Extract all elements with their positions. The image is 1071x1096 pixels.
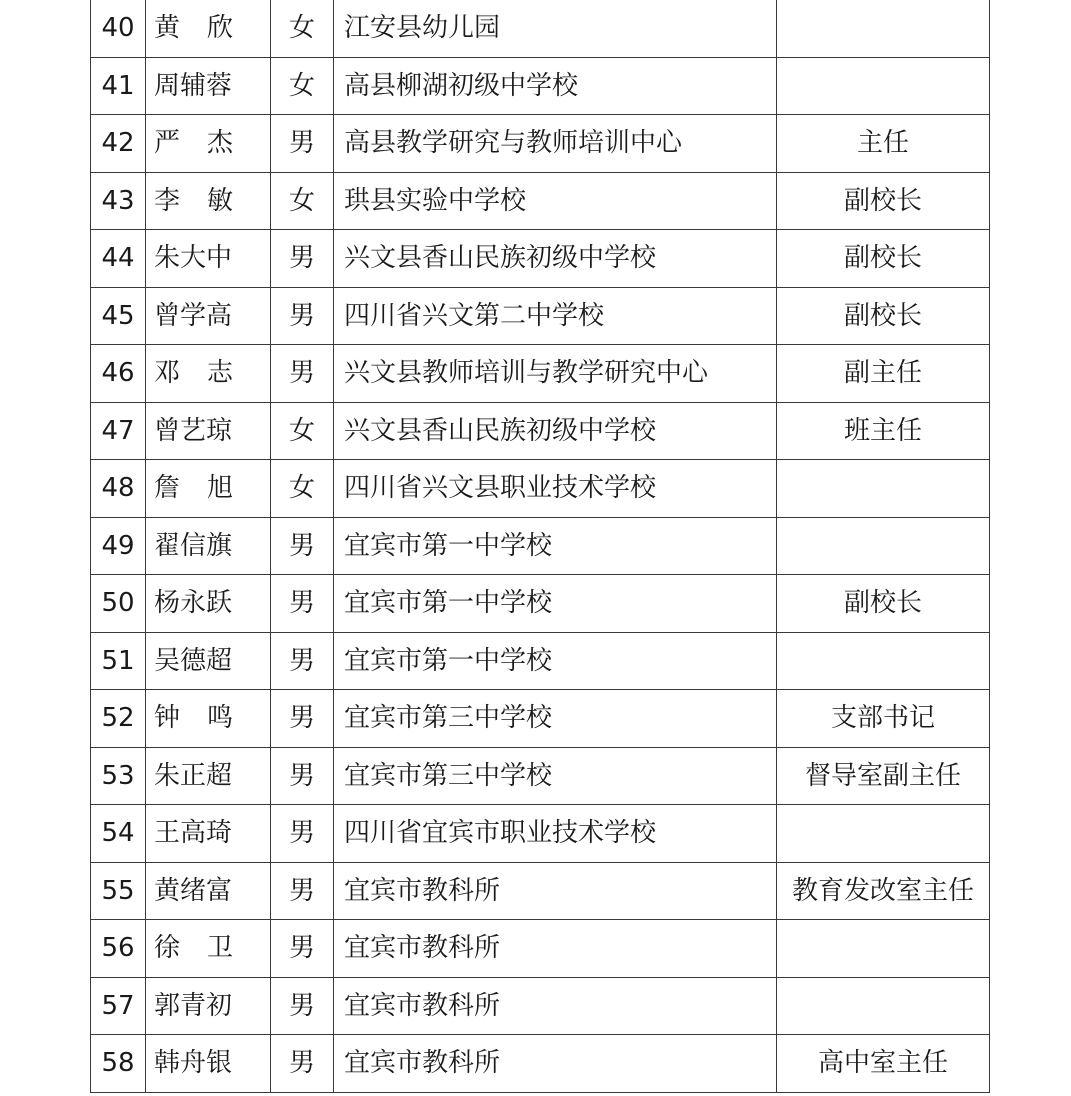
position-cell — [777, 172, 990, 230]
gender-cell — [271, 345, 334, 403]
gender-cell — [271, 402, 334, 460]
table-row — [91, 57, 990, 115]
gender-cell — [271, 575, 334, 633]
work-unit-cell — [334, 345, 777, 403]
person-name-text: 詹旭 — [154, 473, 261, 504]
row-number-text: 58 — [101, 1048, 135, 1079]
table-row — [91, 0, 990, 57]
work-unit-text: 兴文县香山民族初级中学校 — [344, 415, 657, 446]
person-name-cell — [146, 115, 271, 173]
gender-cell — [271, 632, 334, 690]
position-cell — [777, 345, 990, 403]
work-unit-text: 四川省兴文第二中学校 — [344, 300, 605, 331]
position-cell — [777, 747, 990, 805]
person-name-cell — [146, 345, 271, 403]
row-number-cell — [91, 805, 146, 863]
gender-cell — [271, 0, 334, 57]
work-unit-text: 宜宾市教科所 — [344, 933, 501, 964]
row-number-text: 44 — [101, 243, 135, 274]
row-number-cell — [91, 345, 146, 403]
position-cell — [777, 115, 990, 173]
work-unit-cell — [334, 1035, 777, 1093]
person-name-text: 郭青初 — [154, 990, 233, 1021]
row-number-cell — [91, 517, 146, 575]
gender-cell — [271, 287, 334, 345]
row-number-text: 48 — [101, 473, 135, 504]
gender-cell — [271, 1035, 334, 1093]
work-unit-cell — [334, 287, 777, 345]
row-number-cell — [91, 977, 146, 1035]
person-name-cell — [146, 977, 271, 1035]
person-name-text: 黄欣 — [154, 13, 261, 44]
work-unit-text: 宜宾市第一中学校 — [344, 530, 553, 561]
table-row — [91, 690, 990, 748]
row-number-text: 50 — [101, 588, 135, 619]
person-name-cell — [146, 172, 271, 230]
row-number-text: 51 — [101, 645, 135, 676]
gender-text: 男 — [288, 128, 315, 159]
gender-cell — [271, 862, 334, 920]
person-name-text: 曾艺琼 — [154, 415, 233, 446]
person-name-cell — [146, 402, 271, 460]
person-name-text: 朱正超 — [154, 760, 233, 791]
position-text: 教育发改室主任 — [791, 875, 974, 906]
position-text: 副校长 — [843, 243, 922, 274]
row-number-text: 56 — [101, 933, 135, 964]
person-name-text: 韩舟银 — [154, 1048, 233, 1079]
gender-text: 男 — [288, 300, 315, 331]
position-text: 副主任 — [843, 358, 922, 389]
row-number-cell — [91, 172, 146, 230]
row-number-cell — [91, 690, 146, 748]
row-number-text: 47 — [101, 415, 135, 446]
table-row — [91, 230, 990, 288]
work-unit-text: 宜宾市第一中学校 — [344, 588, 553, 619]
roster-body — [91, 0, 990, 1092]
person-name-cell — [146, 517, 271, 575]
row-number-cell — [91, 230, 146, 288]
table-row — [91, 115, 990, 173]
row-number-cell — [91, 920, 146, 978]
position-text: 督导室副主任 — [804, 760, 961, 791]
position-cell — [777, 0, 990, 57]
gender-cell — [271, 172, 334, 230]
work-unit-text: 宜宾市教科所 — [344, 990, 501, 1021]
position-cell — [777, 805, 990, 863]
row-number-text: 45 — [101, 300, 135, 331]
person-name-cell — [146, 862, 271, 920]
work-unit-cell — [334, 115, 777, 173]
position-cell — [777, 977, 990, 1035]
gender-text: 男 — [288, 1048, 315, 1079]
table-row — [91, 632, 990, 690]
gender-text: 女 — [288, 415, 315, 446]
gender-cell — [271, 57, 334, 115]
position-text: 支部书记 — [830, 703, 935, 734]
work-unit-text: 宜宾市第一中学校 — [344, 645, 553, 676]
gender-text: 男 — [288, 588, 315, 619]
row-number-text: 40 — [101, 13, 135, 44]
work-unit-cell — [334, 517, 777, 575]
table-row — [91, 517, 990, 575]
gender-cell — [271, 920, 334, 978]
gender-text: 男 — [288, 703, 315, 734]
person-name-cell — [146, 690, 271, 748]
table-row — [91, 805, 990, 863]
row-number-text: 52 — [101, 703, 135, 734]
work-unit-cell — [334, 575, 777, 633]
work-unit-text: 江安县幼儿园 — [344, 13, 501, 44]
position-cell — [777, 517, 990, 575]
gender-text: 男 — [288, 818, 315, 849]
work-unit-cell — [334, 977, 777, 1035]
row-number-text: 46 — [101, 358, 135, 389]
person-name-text: 吴德超 — [154, 645, 233, 676]
person-name-text: 朱大中 — [154, 243, 233, 274]
gender-text: 男 — [288, 645, 315, 676]
table-row — [91, 345, 990, 403]
position-text: 班主任 — [843, 415, 922, 446]
row-number-cell — [91, 575, 146, 633]
work-unit-text: 宜宾市第三中学校 — [344, 703, 553, 734]
gender-cell — [271, 690, 334, 748]
table-row — [91, 172, 990, 230]
table-row — [91, 402, 990, 460]
row-number-text: 43 — [101, 185, 135, 216]
person-name-text: 徐卫 — [154, 933, 261, 964]
row-number-text: 57 — [101, 990, 135, 1021]
gender-text: 男 — [288, 933, 315, 964]
gender-text: 女 — [288, 70, 315, 101]
person-name-text: 黄绪富 — [154, 875, 233, 906]
person-name-text: 李敏 — [154, 185, 261, 216]
position-text: 副校长 — [843, 300, 922, 331]
gender-text: 男 — [288, 358, 315, 389]
person-name-cell — [146, 230, 271, 288]
work-unit-text: 兴文县教师培训与教学研究中心 — [344, 358, 709, 389]
position-cell — [777, 690, 990, 748]
work-unit-cell — [334, 402, 777, 460]
person-name-cell — [146, 575, 271, 633]
position-text: 副校长 — [843, 185, 922, 216]
position-cell — [777, 230, 990, 288]
work-unit-text: 宜宾市教科所 — [344, 875, 501, 906]
table-row — [91, 575, 990, 633]
work-unit-text: 宜宾市第三中学校 — [344, 760, 553, 791]
work-unit-text: 四川省宜宾市职业技术学校 — [344, 818, 657, 849]
person-name-cell — [146, 805, 271, 863]
gender-cell — [271, 977, 334, 1035]
work-unit-cell — [334, 805, 777, 863]
row-number-text: 42 — [101, 128, 135, 159]
gender-text: 男 — [288, 760, 315, 791]
person-name-text: 钟鸣 — [154, 703, 261, 734]
row-number-cell — [91, 747, 146, 805]
position-cell — [777, 57, 990, 115]
work-unit-cell — [334, 172, 777, 230]
gender-cell — [271, 115, 334, 173]
position-text: 主任 — [856, 128, 909, 159]
gender-text: 女 — [288, 13, 315, 44]
person-name-cell — [146, 747, 271, 805]
gender-cell — [271, 747, 334, 805]
work-unit-cell — [334, 690, 777, 748]
position-cell — [777, 402, 990, 460]
position-cell — [777, 287, 990, 345]
person-name-cell — [146, 0, 271, 57]
table-row — [91, 747, 990, 805]
row-number-cell — [91, 1035, 146, 1093]
row-number-text: 53 — [101, 760, 135, 791]
gender-text: 男 — [288, 530, 315, 561]
table-row — [91, 862, 990, 920]
gender-text: 男 — [288, 990, 315, 1021]
work-unit-text: 兴文县香山民族初级中学校 — [344, 243, 657, 274]
person-name-text: 杨永跃 — [154, 588, 233, 619]
person-name-cell — [146, 57, 271, 115]
gender-cell — [271, 460, 334, 518]
person-name-text: 王高琦 — [154, 818, 233, 849]
work-unit-cell — [334, 230, 777, 288]
work-unit-cell — [334, 862, 777, 920]
row-number-cell — [91, 402, 146, 460]
position-text: 高中室主任 — [817, 1048, 948, 1079]
position-cell — [777, 575, 990, 633]
work-unit-cell — [334, 632, 777, 690]
row-number-text: 55 — [101, 875, 135, 906]
person-name-cell — [146, 920, 271, 978]
person-name-text: 曾学高 — [154, 300, 233, 331]
row-number-cell — [91, 287, 146, 345]
person-name-text: 周辅蓉 — [154, 70, 233, 101]
position-cell — [777, 920, 990, 978]
work-unit-text: 高县教学研究与教师培训中心 — [344, 128, 683, 159]
row-number-cell — [91, 460, 146, 518]
work-unit-text: 珙县实验中学校 — [344, 185, 527, 216]
work-unit-cell — [334, 0, 777, 57]
work-unit-text: 高县柳湖初级中学校 — [344, 70, 579, 101]
person-name-text: 翟信旗 — [154, 530, 233, 561]
position-cell — [777, 1035, 990, 1093]
work-unit-text: 四川省兴文县职业技术学校 — [344, 473, 657, 504]
gender-cell — [271, 230, 334, 288]
gender-text: 女 — [288, 185, 315, 216]
person-name-cell — [146, 632, 271, 690]
gender-cell — [271, 517, 334, 575]
row-number-cell — [91, 632, 146, 690]
table-row — [91, 1035, 990, 1093]
person-name-text: 严杰 — [154, 128, 261, 159]
row-number-cell — [91, 115, 146, 173]
table-row — [91, 977, 990, 1035]
position-cell — [777, 632, 990, 690]
work-unit-cell — [334, 920, 777, 978]
work-unit-text: 宜宾市教科所 — [344, 1048, 501, 1079]
row-number-cell — [91, 57, 146, 115]
person-name-cell — [146, 287, 271, 345]
gender-text: 男 — [288, 875, 315, 906]
work-unit-cell — [334, 747, 777, 805]
table-row — [91, 287, 990, 345]
table-row — [91, 460, 990, 518]
position-text: 副校长 — [843, 588, 922, 619]
gender-text: 女 — [288, 473, 315, 504]
gender-text: 男 — [288, 243, 315, 274]
row-number-text: 41 — [101, 70, 135, 101]
row-number-cell — [91, 862, 146, 920]
person-name-cell — [146, 1035, 271, 1093]
person-name-text: 邓志 — [154, 358, 261, 389]
person-name-cell — [146, 460, 271, 518]
position-cell — [777, 460, 990, 518]
row-number-cell — [91, 0, 146, 57]
work-unit-cell — [334, 57, 777, 115]
table-row — [91, 920, 990, 978]
row-number-text: 49 — [101, 530, 135, 561]
roster-table — [90, 0, 990, 1093]
gender-cell — [271, 805, 334, 863]
row-number-text: 54 — [101, 818, 135, 849]
position-cell — [777, 862, 990, 920]
work-unit-cell — [334, 460, 777, 518]
